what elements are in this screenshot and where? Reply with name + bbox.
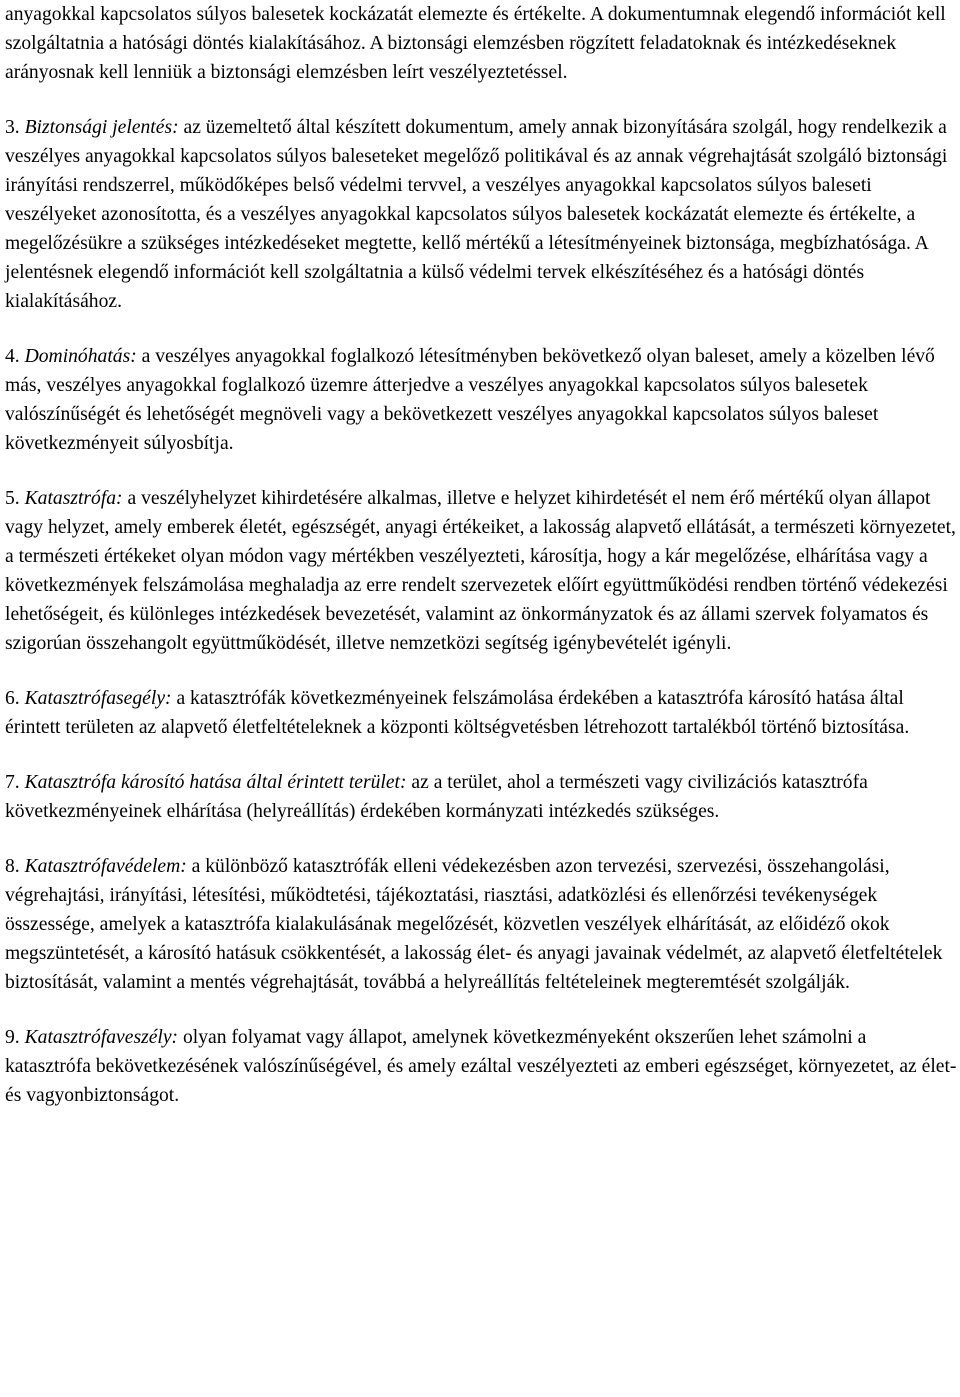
definition-number: 9. [5,1027,25,1048]
definition-8 [5,852,957,997]
definition-text: a veszélyhelyzet kihirdetésére alkalmas, illetve e helyzet kihirdetését el nem érő mértékű olyan állapot vagy helyzet, amely emberek életét, egészségét, anyagi értékeiket, a lakosság alapvető ellátását, a természeti környezetet, a természeti értékeket olyan módon vagy mértékben veszélyezteti, károsítja, hogy a kár megelőzése, elhárítása vagy a következmények felszámolása meghaladja az erre rendelt szervezetek előírt együttműködési rendben történő védekezési lehetőségeit, és különleges intézkedések bevezetését, valamint az önkormányzatok és az állami szervek folyamatos és szigorúan összehangolt együttműködését, illetve nemzetközi segítség igénybevételét igényli. [5,488,956,654]
paragraph-gap [5,87,957,113]
definition-term: Katasztrófasegély: [24,688,172,709]
definition-text: az a terület, ahol a természeti vagy civilizációs katasztrófa következményeinek elhárítása (helyreállítás) érdekében kormányzati intézkedés szükséges. [5,772,868,822]
definition-term: Katasztrófa: [24,488,123,509]
definition-text: olyan folyamat vagy állapot, amelynek következményeként okszerűen lehet számolni a katasztrófa bekövetkezésének valószínűségével, és amely ezáltal veszélyezteti az emberi egészséget, környezetet, az élet- és vagyonbiztonságot. [5,1027,957,1106]
definition-7 [5,768,957,826]
paragraph-gap [5,458,957,484]
definition-number: 6. [5,688,25,709]
definition-number: 4. [5,346,25,367]
definition-term: Dominóhatás: [24,346,137,367]
definition-text: az üzemeltető által készített dokumentum, amely annak bizonyítására szolgál, hogy rendelkezik a veszélyes anyagokkal kapcsolatos súlyos baleseteket megelőző politikával és az annak végrehajtását szolgáló biztonsági irányítási rendszerrel, működőképes belső védelmi tervvel, a veszélyes anyagokkal kapcsolatos súlyos baleseti veszélyeket azonosította, és a veszélyes anyagokkal kapcsolatos súlyos balesetek kockázatát elemezte és értékelte, a megelőzésükre a szükséges intézkedéseket megtette, kellő mértékű a létesítményeinek biztonsága, megbízhatósága. A jelentésnek elegendő információt kell szolgáltatnia a külső védelmi tervek elkészítéséhez és a hatósági döntés kialakításához. [5,117,948,312]
definition-number: 8. [5,856,25,877]
definition-text: a veszélyes anyagokkal foglalkozó létesítményben bekövetkező olyan baleset, amely a közelben lévő más, veszélyes anyagokkal foglalkozó üzemre átterjedve a veszélyes anyagokkal kapcsolatos súlyos balesetek valószínűségét és lehetőségét megnöveli vagy a bekövetkezett veszélyes anyagokkal kapcsolatos súlyos baleset következményeit súlyosbítja. [5,346,935,454]
definition-3 [5,113,957,316]
document-page [5,0,957,1110]
paragraph-gap [5,826,957,852]
paragraph-gap [5,997,957,1023]
definition-term: Katasztrófavédelem: [24,856,187,877]
definition-4 [5,342,957,458]
intro-paragraph [5,0,957,87]
definition-term: Katasztrófaveszély: [24,1027,179,1048]
definition-5 [5,484,957,658]
definition-text: a katasztrófák következményeinek felszámolása érdekében a katasztrófa károsító hatása által érintett területen az alapvető életfeltételeknek a központi költségvetésben létrehozott tartalékból történő biztosítása. [5,688,910,738]
definition-term: Biztonsági jelentés: [24,117,179,138]
definition-term: Katasztrófa károsító hatása által érintett terület: [24,772,407,793]
definition-number: 5. [5,488,25,509]
paragraph-gap [5,742,957,768]
paragraph-gap [5,316,957,342]
definition-number: 3. [5,117,25,138]
definition-text: a különböző katasztrófák elleni védekezésben azon tervezési, szervezési, összehangolási, végrehajtási, irányítási, létesítési, működtetési, tájékoztatási, riasztási, adatközlési és ellenőrzési tevékenységek összessége, amelyek a katasztrófa kialakulásának megelőzését, közvetlen veszélyek elhárítását, az előidéző okok megszüntetését, a károsító hatásuk csökkentését, a lakosság élet- és anyagi javainak védelmét, az alapvető életfeltételek biztosítását, valamint a mentés végrehajtását, továbbá a helyreállítás feltételeinek megteremtését szolgálják. [5,856,943,993]
definition-9 [5,1023,957,1110]
definition-number: 7. [5,772,25,793]
intro-text: anyagokkal kapcsolatos súlyos balesetek kockázatát elemezte és értékelte. A dokumentumnak elegendő információt kell szolgáltatnia a hatósági döntés kialakításához. A biztonsági elemzésben rögzített feladatoknak és intézkedéseknek arányosnak kell lenniük a biztonsági elemzésben leírt veszélyeztetéssel. [5,4,946,83]
definition-6 [5,684,957,742]
paragraph-gap [5,658,957,684]
